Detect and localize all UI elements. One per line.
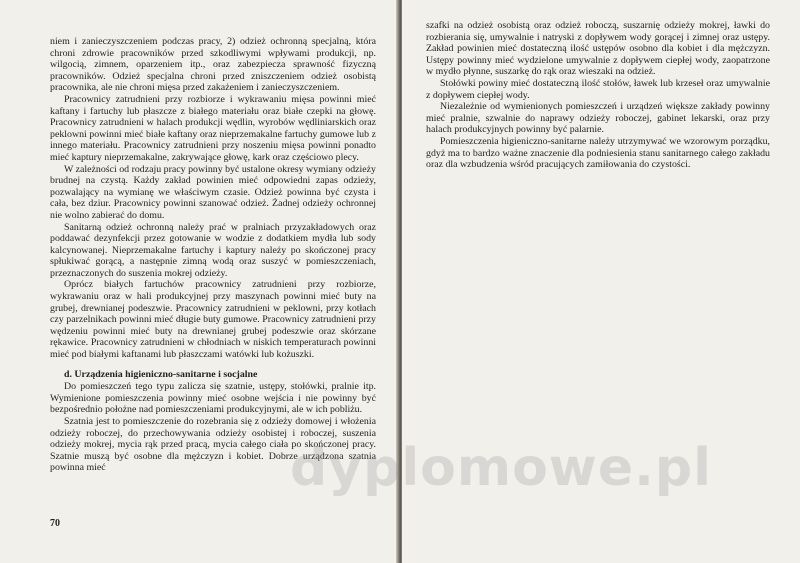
paragraph: Sanitarną odzież ochronną należy prać w pralniach przyzakładowych oraz poddawać dezynfekcji przez gotowanie w wodzie z dodatkiem mydła lub sody kalcynowanej. Nieprzemakalne fartuchy i kaptury należy po skończonej pracy spłukiwać gorącą, a następnie zimną wodą oraz suszyć w pomieszczeniach, przeznaczonych do suszenia mokrej odzieży. [50, 221, 376, 279]
paragraph: W zależności od rodzaju pracy powinny być ustalone okresy wymiany odzieży brudnej na czystą. Każdy zakład powinien mieć odpowiedni zapas odzieży, pozwalający na wymianę we właściwym czasie. Odzież powinna być czysta i cała, bez dziur. Pracownicy powinni szanować odzież. Żadnej odzieży ochronnej nie wolno zabierać do domu. [50, 163, 376, 221]
watermark: dyplomowe.pl [290, 438, 712, 498]
paragraph: Pomieszczenia higieniczno-sanitarne należy utrzymywać we wzorowym porządku, gdyż ma to bardzo ważne znaczenie dla podniesienia stanu sanitarnego całego zakładu oraz dla wzbudzenia wśród pracujących zamiłowania do czystości. [426, 135, 770, 171]
paragraph: Do pomieszczeń tego typu zalicza się szatnie, ustępy, stołówki, pralnie itp. Wymienione pomieszczenia powinny mieć osobne wejścia i nie powinny być bezpośrednio położne nad pomieszczeniami produkcyjnymi, ale w ich pobliżu. [50, 381, 376, 416]
paragraph: szafki na odzież osobistą oraz odzież roboczą, suszarnię odzieży mokrej, ławki do rozbierania się, umywalnie i natryski z dopływem wody gorącej i zimnej oraz ustępy. Zakład powinien mieć dostateczną ilość ustępów osobno dla kobiet i dla mężczyzn. Ustępy powinny mieć wydzielone umywalnie z dopływem ciepłej wody, zaopatrzone w mydło płynne, suszarkę do rąk oraz wieszaki na odzież. [426, 20, 770, 78]
right-page-body [426, 20, 770, 171]
left-page [0, 0, 398, 563]
paragraph: niem i zanieczyszczeniem podczas pracy, 2) odzież ochronną specjalną, która chroni zdrowie pracowników przed szkodliwymi wpływami produkcji, np. wilgocią, zimnem, oparzeniem itp., oraz zabezpiecza sprawność fizyczną pracowników. Odzież specjalna chroni przed zniszczeniem odzież osobistą pracownika, ale nie chroni mięsa przed zakażeniem i zanieczyszczeniem. [50, 36, 376, 94]
paragraph: Szatnia jest to pomieszczenie do rozebrania się z odzieży domowej i włożenia odzieży roboczej, do przechowywania odzieży osobistej i roboczej, suszenia odzieży mokrej, mycia rąk przed pracą, mycia całego ciała po skończonej pracy. Szatnie muszą być osobne dla mężczyzn i kobiet. Dobrze urządzona szatnia powinna mieć [50, 416, 376, 474]
right-page [402, 0, 800, 563]
left-page-body [50, 36, 376, 474]
page-number: 70 [50, 518, 60, 529]
paragraph: Niezależnie od wymienionych pomieszczeń i urządzeń większe zakłady powinny mieć pralnie, szwalnie do naprawy odzieży roboczej, gabinet lekarski, oraz przy halach produkcyjnych powinny być palarnie. [426, 101, 770, 136]
section-heading: d. Urządzenia higieniczno-sanitarne i socjalne [64, 368, 258, 380]
paragraph: Stołówki powiny mieć dostateczną ilość stołów, ławek lub krzeseł oraz umywalnie z dopływem ciepłej wody. [426, 77, 770, 101]
paragraph: Pracownicy zatrudnieni przy rozbiorze i wykrawaniu mięsa powinni mieć kaftany i fartuchy lub płaszcze z białego materiału oraz białe czepki na głowę. Pracownicy zatrudnieni w halach produkcji wędlin, wyrobów wędliniarskich oraz peklowni powinni mieć białe kaftany oraz nieprzemakalne fartuchy gumowe lub z innego materiału. Pracownicy zatrudnieni przy noszeniu mięsa powinni ponadto mieć kaptury nieprzemakalne, zakrywające głowę, kark oraz częściowo plecy. [50, 93, 376, 163]
paragraph: Oprócz białych fartuchów pracownicy zatrudnieni przy rozbiorze, wykrawaniu oraz w hali produkcyjnej przy maszynach powinni mieć buty na grubej, drewnianej podeszwie. Pracownicy zatrudnieni w peklowni, przy kotłach czy parzelnikach powinni mieć długie buty gumowe. Pracownicy zatrudnieni przy wędzeniu powinni mieć buty na drewnianej grubej podeszwie oraz skórzane rękawice. Pracownicy zatrudnieni w chłodniach w niskich temperaturach powinni mieć pod białymi kaftanami lub płaszczami watówki lub kożuszki. [50, 279, 376, 361]
